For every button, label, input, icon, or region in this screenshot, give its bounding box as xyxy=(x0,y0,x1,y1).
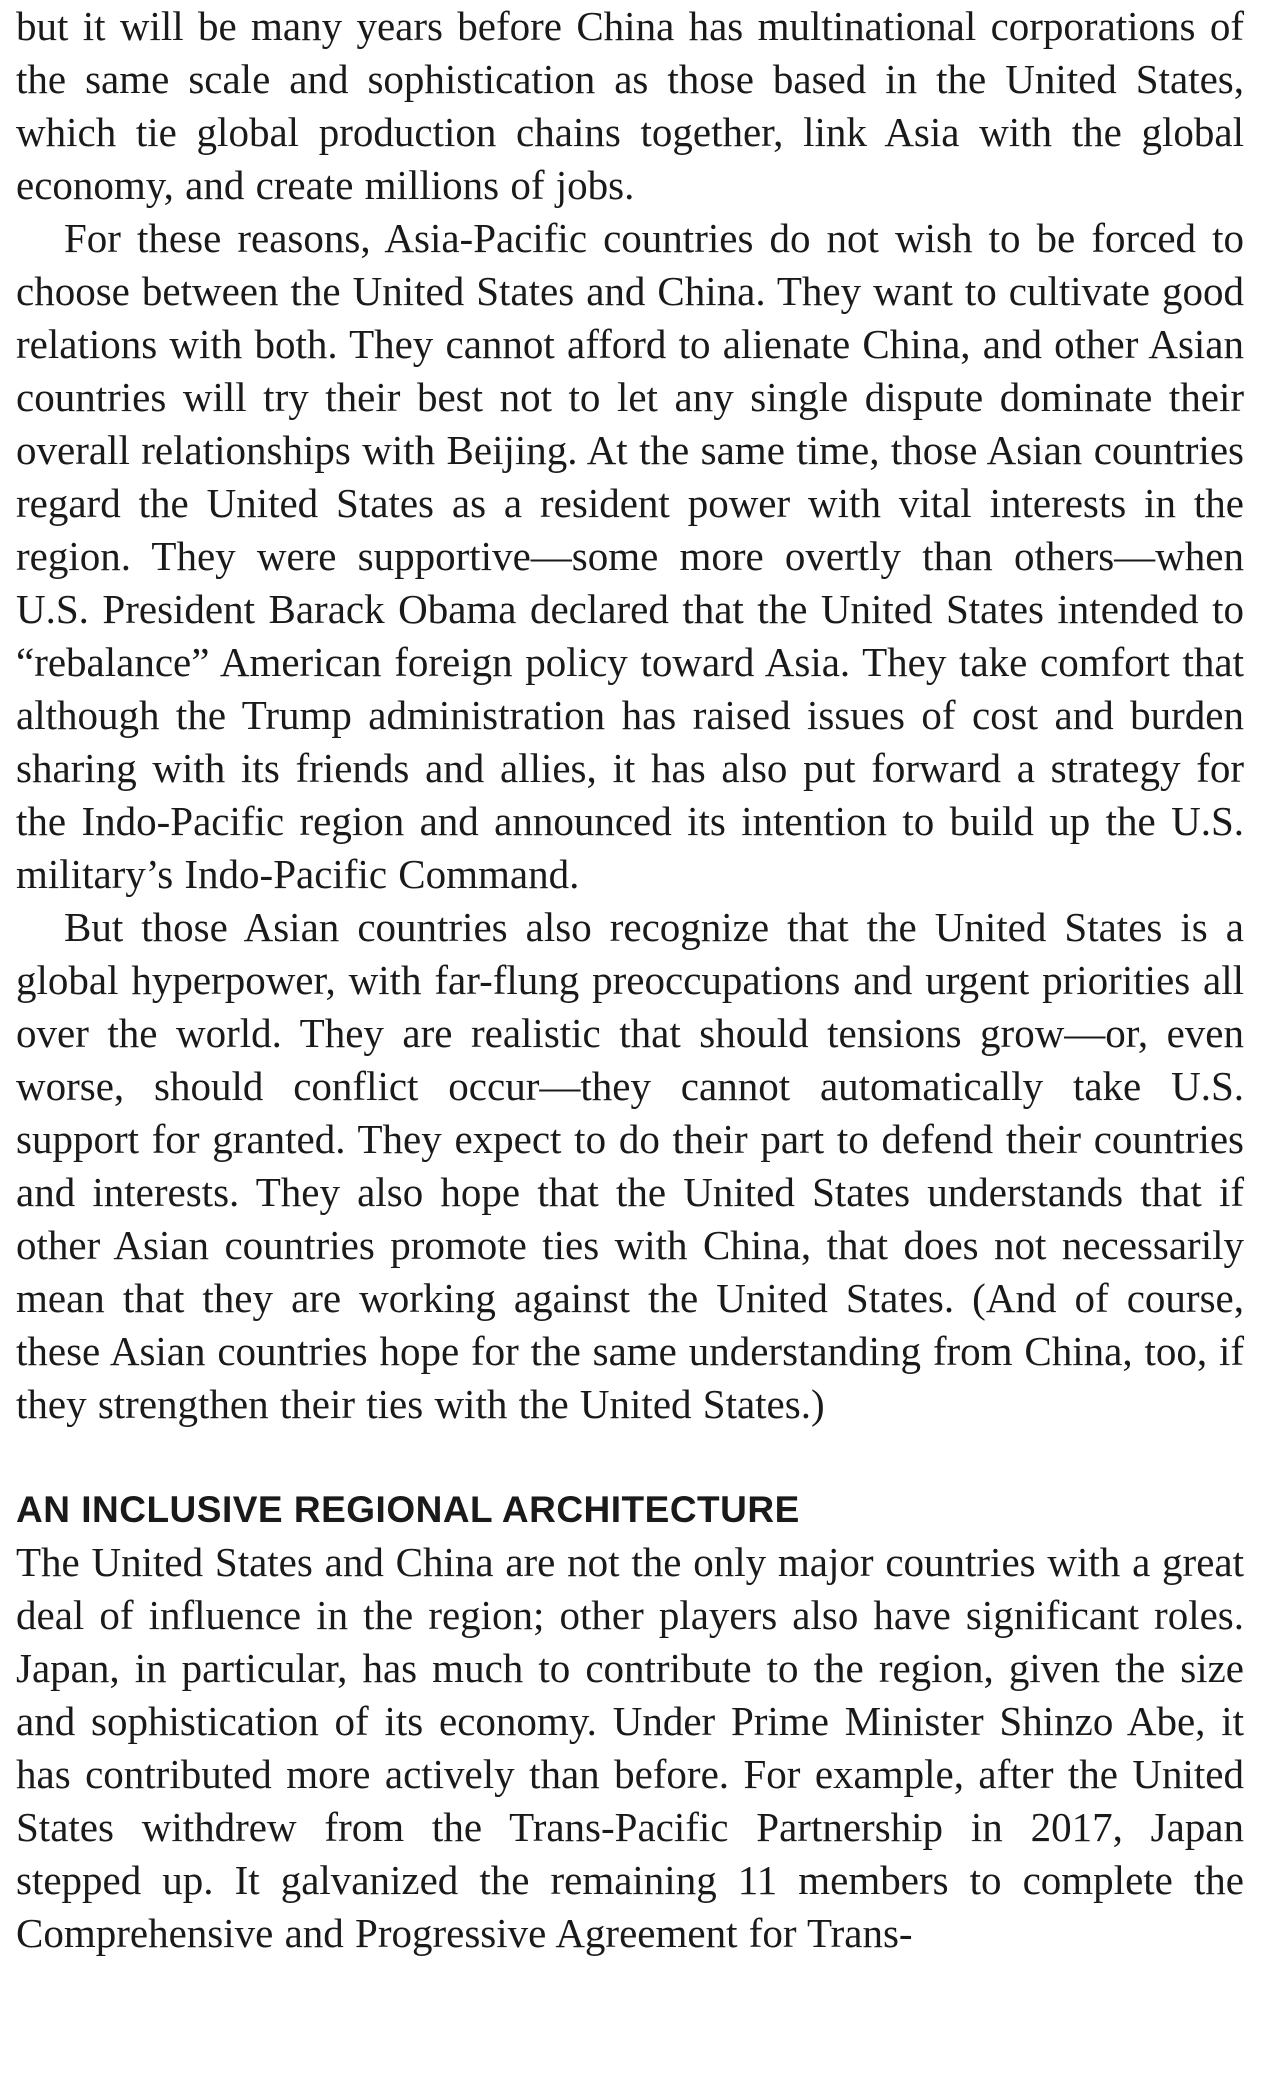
document-page xyxy=(16,0,1244,1960)
paragraph-regional-players: The United States and China are not the only major countries with a great deal of influence in the region; other players also have significant roles. Japan, in particular, has much to contribute to the region, given the size and sophistication of its economy. Under Prime Minister Shinzo Abe, it has contributed more actively than before. For example, after the United States withdrew from the Trans-Pacific Partnership in 2017, Japan stepped up. It galvanized the remaining 11 members to complete the Comprehensive and Progressive Agreement for Trans- xyxy=(16,1539,1244,1956)
paragraph-global-hyperpower: But those Asian countries also recognize that the United States is a global hyperpower, with far-flung preoccupations and urgent priorities all over the world. They are realistic that should tensions grow—or, even worse, should conflict occur—they cannot automatically take U.S. support for granted. They expect to do their part to defend their countries and interests. They also hope that the United States understands that if other Asian countries promote ties with China, that does not necessarily mean that they are working against the United States. (And of course, these Asian countries hope for the same understanding from China, too, if they strengthen their ties with the United States.) xyxy=(16,904,1244,1427)
paragraph-asia-pacific-choice: For these reasons, Asia-Pacific countries do not wish to be forced to choose between the United States and China. They want to cultivate good relations with both. They cannot afford to alienate China, and other Asian countries will try their best not to let any single dispute dominate their overall relationships with Beijing. At the same time, those Asian countries regard the United States as a resident power with vital interests in the region. They were supportive—some more overtly than others—when U.S. President Barack Obama declared that the United States intended to “rebalance” American foreign policy toward Asia. They take comfort that although the Trump administration has raised issues of cost and burden sharing with its friends and allies, it has also put forward a strategy for the Indo-Pacific region and announced its intention to build up the U.S. military’s Indo-Pacific Command. xyxy=(16,215,1244,897)
paragraph-continuation: but it will be many years before China has multinational corporations of the same scale and sophistication as those based in the United States, which tie global production chains together, link Asia with the global economy, and create millions of jobs. xyxy=(16,3,1244,208)
section-heading: AN INCLUSIVE REGIONAL ARCHITECTURE xyxy=(16,1489,800,1530)
